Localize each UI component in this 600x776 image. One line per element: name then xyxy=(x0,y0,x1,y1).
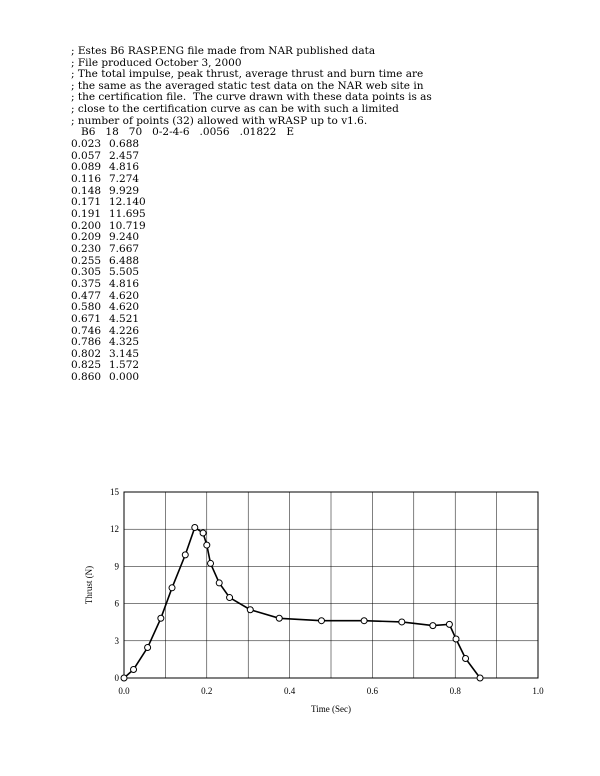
thrust-value: 9.240 xyxy=(109,231,140,244)
time-value: 0.148 xyxy=(71,184,102,197)
time-value: 0.191 xyxy=(71,207,102,220)
x-tick-label: 0.4 xyxy=(283,686,296,696)
data-point xyxy=(131,666,137,672)
data-point xyxy=(430,623,436,629)
time-value: 0.171 xyxy=(71,196,102,209)
header-line: ; File produced October 3, 2000 xyxy=(71,56,242,69)
header-line: ; the same as the averaged static test data on the NAR web site in xyxy=(71,79,424,92)
chart-grid xyxy=(124,492,538,678)
data-point xyxy=(204,542,210,548)
time-value: 0.580 xyxy=(71,301,102,314)
time-value: 0.023 xyxy=(71,138,102,150)
x-tick-label: 0.8 xyxy=(449,686,461,696)
time-value: 0.746 xyxy=(71,324,102,337)
time-value: 0.116 xyxy=(71,172,102,185)
thrust-value: 0.688 xyxy=(109,138,140,150)
axis-ticks xyxy=(110,487,544,696)
header-line: B6 18 70 0-2-4-6 .0056 .01822 E xyxy=(71,126,295,139)
data-point xyxy=(463,656,469,662)
time-value: 0.305 xyxy=(71,266,102,279)
time-value: 0.375 xyxy=(71,277,102,290)
thrust-value: 1.572 xyxy=(109,359,140,372)
thrust-value: 4.816 xyxy=(109,161,140,174)
header-line: ; The total impulse, peak thrust, average thrust and burn time are xyxy=(71,68,424,81)
thrust-value: 11.695 xyxy=(109,207,146,220)
data-point xyxy=(192,524,198,530)
x-tick-label: 1.0 xyxy=(532,686,544,696)
header-line: ; close to the certification curve as can be with such a limited xyxy=(71,102,399,115)
data-point xyxy=(477,675,483,681)
time-value: 0.786 xyxy=(71,336,102,349)
thrust-value: 0.000 xyxy=(109,371,140,384)
data-point xyxy=(158,615,164,621)
data-point xyxy=(247,607,253,613)
data-point xyxy=(361,618,367,624)
data-point xyxy=(318,618,324,624)
thrust-value: 10.719 xyxy=(109,219,146,232)
data-point xyxy=(453,636,459,642)
x-tick-label: 0.0 xyxy=(118,686,130,696)
thrust-series-line xyxy=(124,527,480,678)
time-value: 0.255 xyxy=(71,254,102,267)
time-value: 0.057 xyxy=(71,149,102,162)
y-tick-label: 15 xyxy=(110,487,119,497)
data-point xyxy=(200,530,206,536)
data-point xyxy=(169,585,175,591)
data-point xyxy=(145,645,151,651)
thrust-value: 4.226 xyxy=(109,324,140,337)
x-axis-label: Time (Sec) xyxy=(311,704,351,714)
thrust-value: 12.140 xyxy=(109,196,146,209)
thrust-value: 6.488 xyxy=(109,254,140,267)
data-point xyxy=(227,595,233,601)
y-axis-label: Thrust (N) xyxy=(84,565,94,605)
thrust-value: 7.667 xyxy=(109,242,140,255)
data-point xyxy=(182,552,188,558)
y-tick-label: 12 xyxy=(110,524,119,535)
data-point xyxy=(121,675,127,681)
thrust-value: 2.457 xyxy=(109,149,140,162)
data-point xyxy=(216,580,222,586)
time-value: 0.230 xyxy=(71,242,102,255)
time-value: 0.671 xyxy=(71,312,102,325)
thrust-value: 9.929 xyxy=(109,184,140,197)
thrust-series-markers xyxy=(121,524,483,681)
header-line: ; number of points (32) allowed with wRASP up to v1.6. xyxy=(71,114,368,127)
time-value: 0.860 xyxy=(71,371,102,384)
y-tick-label: 6 xyxy=(114,598,119,609)
data-point xyxy=(446,621,452,627)
header-line: ; the certification file. The curve drawn with these data points is as xyxy=(71,91,432,104)
thrust-value: 4.325 xyxy=(109,336,140,349)
y-tick-label: 3 xyxy=(114,635,119,646)
x-tick-label: 0.6 xyxy=(366,686,379,696)
thrust-value: 7.274 xyxy=(109,172,140,185)
time-value: 0.477 xyxy=(71,289,102,302)
data-point xyxy=(276,615,282,621)
time-value: 0.089 xyxy=(71,161,102,174)
thrust-value: 4.620 xyxy=(109,301,140,314)
header-line: ; Estes B6 RASP.ENG file made from NAR published data xyxy=(71,45,376,57)
time-value: 0.825 xyxy=(71,359,102,372)
thrust-value: 3.145 xyxy=(109,347,140,360)
x-tick-label: 0.2 xyxy=(201,686,213,696)
y-tick-label: 9 xyxy=(114,561,119,572)
data-point xyxy=(399,619,405,625)
thrust-value: 5.505 xyxy=(109,266,140,279)
time-value: 0.209 xyxy=(71,231,102,244)
data-point xyxy=(208,560,214,566)
thrust-value: 4.816 xyxy=(109,277,140,290)
time-value: 0.200 xyxy=(71,219,102,232)
y-tick-label: 0 xyxy=(114,673,119,683)
time-value: 0.802 xyxy=(71,347,102,360)
thrust-value: 4.521 xyxy=(109,312,140,325)
thrust-value: 4.620 xyxy=(109,289,140,302)
